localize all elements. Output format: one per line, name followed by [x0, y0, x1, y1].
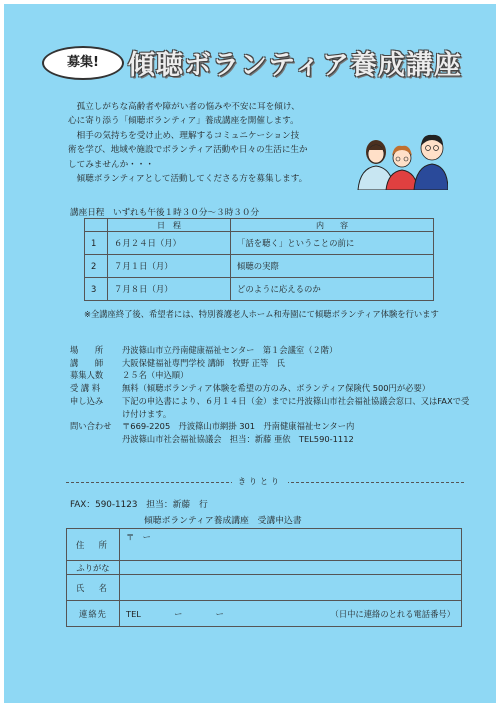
volunteers-illustration	[356, 128, 448, 190]
event-info	[70, 344, 470, 446]
info-value: 大阪保健福祉専門学校 講師 牧野 正等 氏	[122, 357, 285, 368]
schedule-table	[84, 218, 434, 301]
form-row-address	[67, 529, 462, 561]
row-content: 傾聴の実際	[231, 255, 434, 278]
info-row-capacity	[70, 369, 470, 382]
form-row-name	[67, 575, 462, 601]
application-form	[66, 528, 462, 627]
contact-field[interactable]	[120, 601, 462, 627]
info-row-application	[70, 395, 470, 420]
form-title: 傾聴ボランティア養成講座 受講申込書	[144, 516, 302, 526]
contact-label: 連絡先	[67, 601, 120, 627]
info-label: 受 講 料	[70, 383, 101, 394]
name-label: 氏 名	[67, 575, 120, 601]
info-value: 下記の申込書により、６月１４日（金）までに丹波篠山市社会福祉協議会窓口、又はFAXで受け付けます。	[122, 395, 470, 419]
content-header: 内 容	[231, 219, 434, 232]
row-number: 1	[85, 232, 108, 255]
info-label	[70, 433, 122, 446]
form-row-furigana	[67, 561, 462, 575]
table-row	[85, 232, 434, 255]
address-field[interactable]: 〒 ー	[120, 529, 462, 561]
intro-line: してみませんか・・・	[68, 159, 154, 170]
intro-line: 心に寄り添う「傾聴ボランティア」養成講座を開催します。	[68, 116, 299, 127]
info-label: 場 所	[70, 345, 104, 355]
intro-line: 孤立しがちな高齢者や障がい者の悩みや不安に耳を傾け、	[76, 102, 300, 112]
info-label: 講 師	[70, 357, 104, 368]
info-label: 申し込み	[70, 395, 104, 406]
recruiting-badge: 募集!	[42, 46, 124, 80]
intro-line: 相手の気持ちを受け止め、理解するコミュニケーション技	[76, 130, 300, 141]
info-label: 問い合わせ	[70, 421, 112, 432]
table-row	[85, 255, 434, 278]
info-value: 丹波篠山市立丹南健康福祉センター 第１会議室（２階）	[122, 345, 338, 355]
row-content: 「話を聴く」ということの前に	[231, 232, 434, 255]
row-date: ７月１日（月）	[108, 255, 231, 278]
furigana-field[interactable]	[120, 561, 462, 575]
row-number: 3	[85, 278, 108, 301]
row-date: ７月８日（月）	[108, 278, 231, 301]
info-value: ２５名（申込順）	[122, 370, 189, 381]
intro-line: 術を学び、地域や施設でボランティア活動や日々の生活に生か	[68, 145, 308, 156]
info-value: 丹波篠山市社会福祉協議会 担当：新藤 亜依 TEL590-1112	[122, 433, 354, 444]
man-figure	[414, 135, 448, 190]
table-row	[85, 278, 434, 301]
info-row-lecturer	[70, 357, 470, 370]
info-row-venue	[70, 344, 470, 357]
elderly-figure	[386, 146, 418, 190]
tel-field: TEL ー ー	[126, 608, 224, 619]
info-row-contact-2	[70, 433, 470, 446]
row-date: ６月２４日（月）	[108, 232, 231, 255]
fax-line: FAX：590-1123 担当：新藤 行	[70, 500, 208, 510]
intro-text	[68, 100, 358, 186]
info-label: 募集人数	[70, 370, 104, 381]
address-label: 住 所	[67, 529, 120, 561]
form-row-contact	[67, 601, 462, 627]
schedule-title: 講座日程 いずれも午後１時３０分～３時３０分	[70, 208, 260, 218]
info-value: 〒669-2205 丹波篠山市網掛 301 丹南健康福祉センター内	[122, 421, 355, 432]
date-header: 日 程	[108, 219, 231, 232]
tel-note: （日中に連絡のとれる電話番号）	[330, 608, 455, 619]
row-content: どのように応えるのか	[231, 278, 434, 301]
intro-line: 傾聴ボランティアとして活動してくださる方を募集します。	[76, 174, 308, 185]
experience-note: ※全講座終了後、希望者には、特別養護老人ホーム和寿園にて傾聴ボランティア体験を行います	[84, 309, 439, 319]
number-header	[85, 219, 108, 232]
info-value: 無料（傾聴ボランティア体験を希望の方のみ、ボランティア保険代 500円が必要）	[122, 383, 431, 394]
cut-label: きりとり	[232, 476, 288, 487]
furigana-label: ふりがな	[67, 561, 120, 575]
page-title: 傾聴ボランティア養成講座	[128, 50, 462, 81]
name-field[interactable]	[120, 575, 462, 601]
info-row-contact	[70, 420, 470, 433]
info-row-fee	[70, 382, 470, 395]
schedule-header-row	[85, 219, 434, 232]
row-number: 2	[85, 255, 108, 278]
